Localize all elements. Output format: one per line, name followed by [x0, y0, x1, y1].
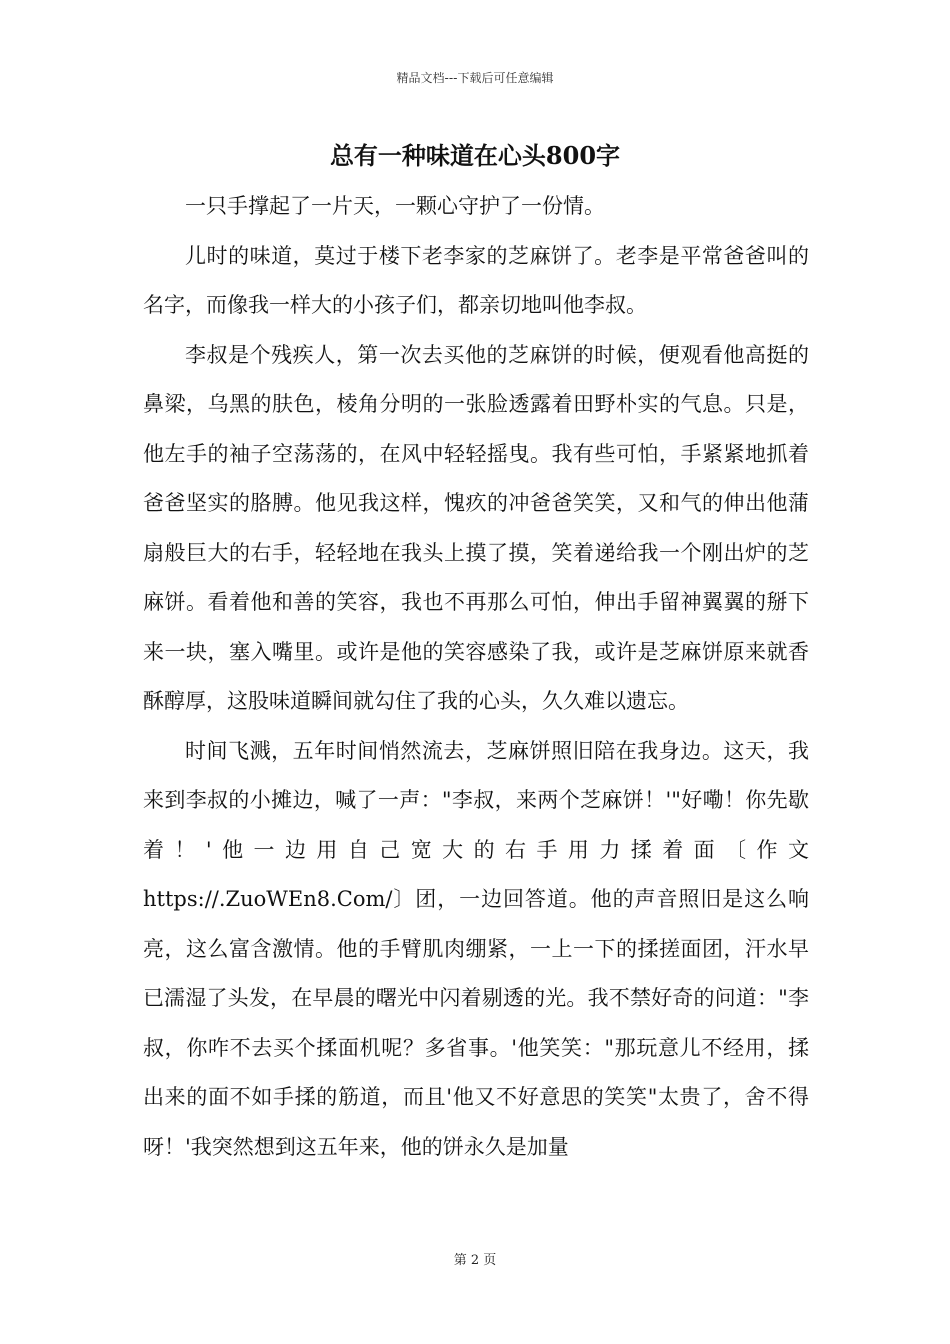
page-number: 第 2 页 [453, 1253, 497, 1268]
document-title: 总有一种味道在心头800字 [329, 141, 621, 170]
page-header: 精品文档---下载后可任意编辑 [396, 71, 554, 85]
paragraph-3: 李叔是个残疾人，第一次去买他的芝麻饼的时候，便观看他高挺的鼻梁，乌黑的肤色，棱角分明的一张脸透露着田野朴实的气息。只是，他左手的袖子空荡荡的，在风中轻轻摇曳。我有些可怕，手紧紧地抓着爸爸坚实的胳膊。他见我这样，愧疚的冲爸爸笑笑，又和气的伸出他蒲扇般巨大的右手，轻轻地在我头上摸了摸，笑着递给我一个刚出炉的芝麻饼。看着他和善的笑容，我也不再那么可怕，伸出手留神翼翼的掰下来一块，塞入嘴里。或许是他的笑容感染了我，或许是芝麻饼原来就香酥醇厚，这股味道瞬间就勾住了我的心头，久久难以遗忘。 [143, 342, 809, 713]
document-body [143, 182, 809, 1172]
paragraph-1: 一只手撑起了一片天，一颗心守护了一份情。 [185, 194, 605, 218]
paragraph-2: 儿时的味道，莫过于楼下老李家的芝麻饼了。老李是平常爸爸叫的名字，而像我一样大的小孩子们，都亲切地叫他李叔。 [143, 243, 809, 317]
paragraph-4: 时间飞溅，五年时间悄然流去，芝麻饼照旧陪在我身边。这天，我来到李叔的小摊边，喊了一声："李叔，来两个芝麻饼！'"好嘞！你先歇着！'他一边用自己宽大的右手用力揉着面〔作文https://.ZuoWEn8.Com/〕团，一边回答道。他的声音照旧是这么响亮，这么富含激情。他的手臂肌肉绷紧，一上一下的揉搓面团，汗水早已濡湿了头发，在早晨的曙光中闪着剔透的光。我不禁好奇的问道："李叔，你咋不去买个揉面机呢？多省事。'他笑笑："那玩意儿不经用，揉出来的面不如手揉的筋道，而且'他又不好意思的笑笑"太贵了，舍不得呀！'我突然想到这五年来，他的饼永久是加量 [143, 738, 809, 1159]
